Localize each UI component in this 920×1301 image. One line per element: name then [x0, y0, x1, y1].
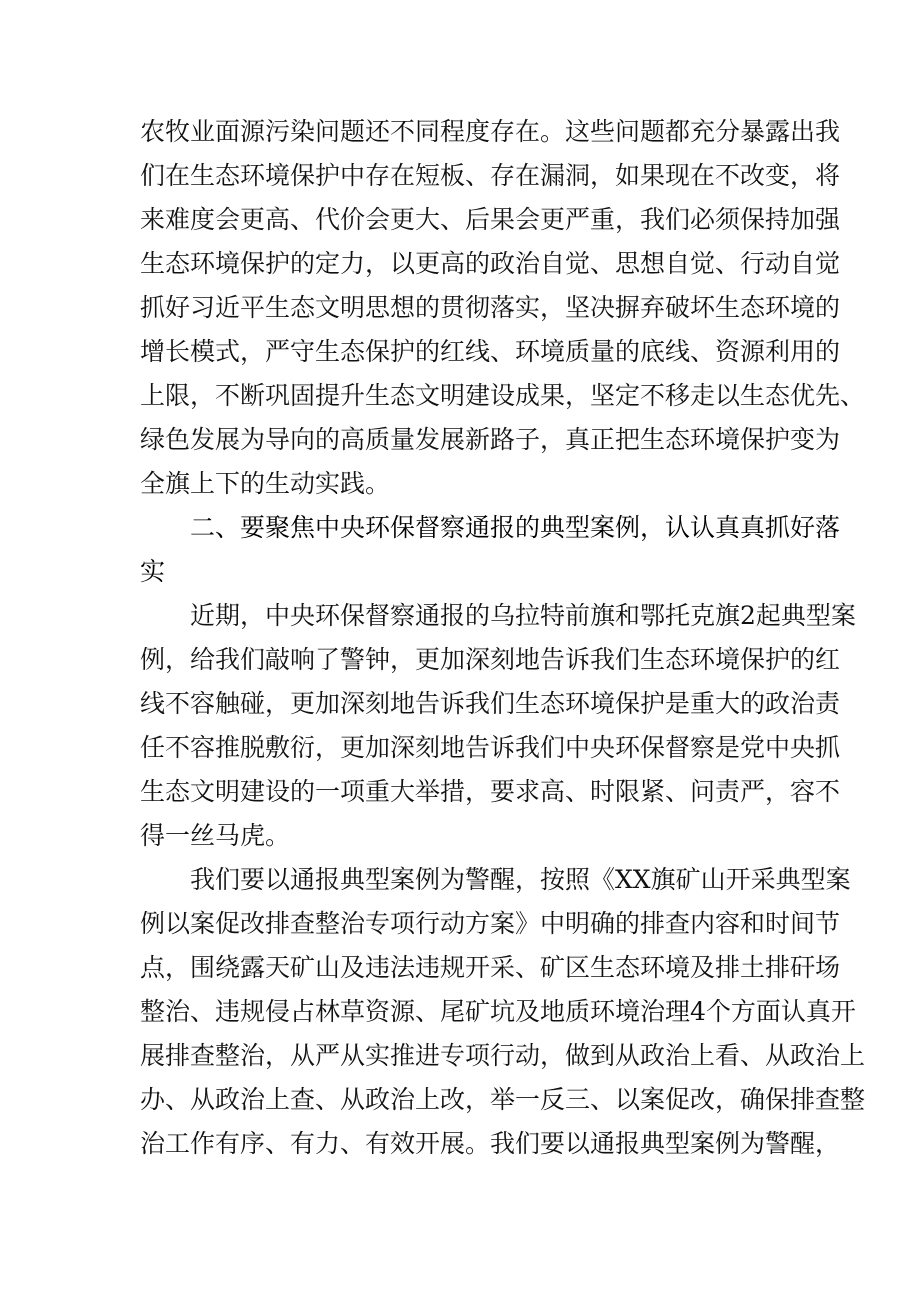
- paragraph-line: 点，围绕露天矿山及违法违规开采、矿区生态环境及排土排矸场: [140, 953, 841, 982]
- paragraph-line: 绿色发展为导向的高质量发展新路子，真正把生态环境保护变为: [140, 425, 841, 454]
- paragraph-ecological-protection: [140, 110, 866, 506]
- paragraph-line: 例以案促改排查整治专项行动方案》中明确的排查内容和时间节: [140, 909, 841, 938]
- paragraph-rectification: [140, 902, 866, 1166]
- paragraph-line: 农牧业面源污染问题还不同程度存在。这些问题都充分暴露出我: [140, 117, 841, 146]
- paragraph-line: 线不容触碰，更加深刻地告诉我们生态环境保护是重大的政治责: [140, 689, 841, 718]
- paragraph-line: 全旗上下的生动实践。: [140, 469, 391, 498]
- paragraph-line: 生态文明建设的一项重大举措，要求高、时限紧、问责严，容不: [140, 777, 841, 806]
- paragraph-line: 生态环境保护的定力，以更高的政治自觉、思想自觉、行动自觉: [140, 249, 841, 278]
- paragraph-line: 得一丝马虎。: [140, 821, 291, 850]
- paragraph-line: 增长模式，严守生态保护的红线、环境质量的底线、资源利用的: [140, 337, 841, 366]
- paragraph-line: 我们要以通报典型案例为警醒，按照《XX旗矿山开采典型案: [190, 865, 851, 894]
- heading-line: 实: [140, 557, 166, 586]
- paragraph-line: 任不容推脱敷衍，更加深刻地告诉我们中央环保督察是党中央抓: [140, 733, 841, 762]
- paragraph-line: 整治、违规侵占林草资源、尾矿坑及地质环境治理4个方面认真开: [140, 997, 856, 1026]
- paragraph-line: 办、从政治上查、从政治上改，举一反三、以案促改，确保排查整: [140, 1085, 866, 1114]
- paragraph-recent-cases-first-line: [190, 594, 856, 638]
- paragraph-line: 近期，中央环保督察通报的乌拉特前旗和鄂托克旗2起典型案: [190, 601, 856, 630]
- paragraph-line: 例，给我们敲响了警钟，更加深刻地告诉我们生态环境保护的红: [140, 645, 841, 674]
- paragraph-line: 来难度会更高、代价会更大、后果会更严重，我们必须保持加强: [140, 205, 841, 234]
- section-heading-2-continued: [140, 550, 800, 594]
- paragraph-line: 治工作有序、有力、有效开展。我们要以通报典型案例为警醒，: [140, 1129, 841, 1158]
- paragraph-recent-cases: [140, 638, 841, 858]
- paragraph-line: 抓好习近平生态文明思想的贯彻落实，坚决摒弃破坏生态环境的: [140, 293, 841, 322]
- section-heading-2: [190, 506, 841, 550]
- paragraph-rectification-first-line: [190, 858, 851, 902]
- paragraph-line: 们在生态环境保护中存在短板、存在漏洞，如果现在不改变，将: [140, 161, 841, 190]
- paragraph-line: 上限，不断巩固提升生态文明建设成果，坚定不移走以生态优先、: [140, 381, 866, 410]
- paragraph-line: 展排查整治，从严从实推进专项行动，做到从政治上看、从政治上: [140, 1041, 866, 1070]
- heading-line: 二、要聚焦中央环保督察通报的典型案例，认认真真抓好落: [190, 513, 841, 542]
